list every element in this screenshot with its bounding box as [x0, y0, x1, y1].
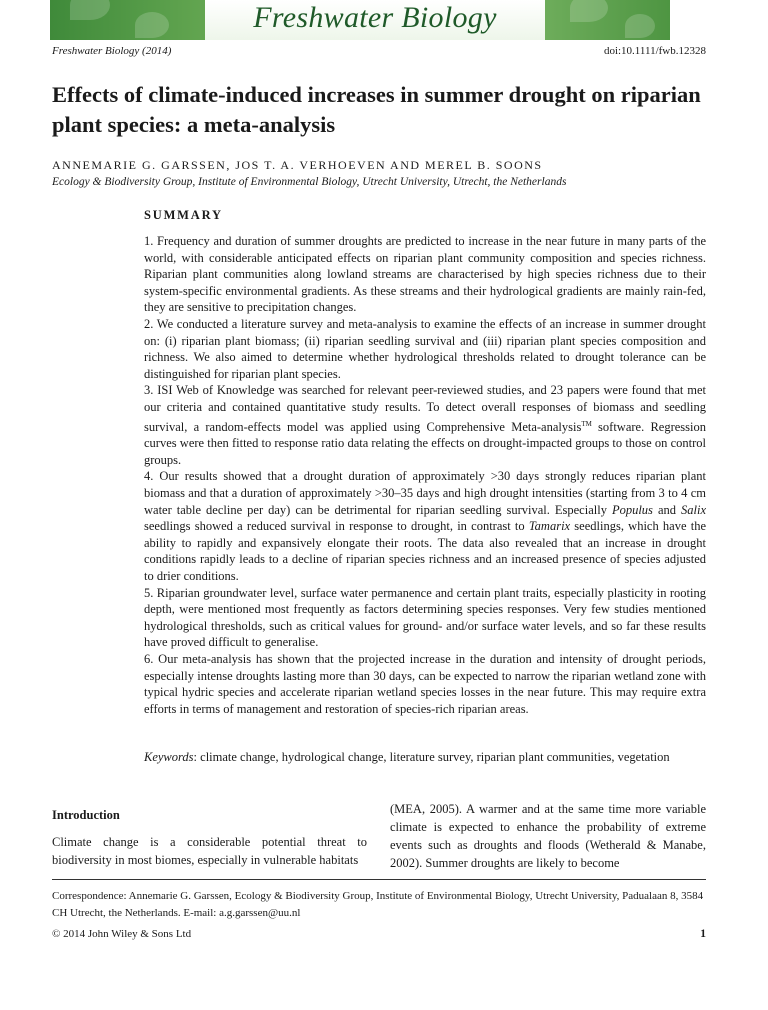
summary-point-2: 2. We conducted a literature survey and meta-analysis to examine the effects of an increase in summer drought on: (i) riparian plant biomass; (ii) riparian seedling survival and (iii) riparian plant species composition and richness. We also aimed to determine whether hydrological thresholds related to drought tolerance can be distinguished for riparian plant species. [144, 316, 706, 381]
keywords-label: Keywords [144, 750, 194, 764]
doi-link[interactable]: doi:10.1111/fwb.12328 [603, 45, 706, 57]
introduction-text-right: (MEA, 2005). A warmer and at the same time more variable climate is expected to enhance the probability of extreme events such as droughts and floods (Wetherald & Manabe, 2002). Summer droughts are likely to become [390, 802, 706, 870]
summary-point-4-text-a: 4. Our results showed that a drought duration of approximately >30 days strongly reduces riparian plant biomass and that a duration of approximately >30–35 days and high drought intensities (starting from 3 to 4 cm water table decline per day) can be detrimental for riparian seedling survival. Especially [144, 469, 706, 517]
genus-populus: Populus [611, 502, 653, 517]
copyright: © 2014 John Wiley & Sons Ltd [52, 928, 192, 940]
introduction-text-left: Climate change is a considerable potential threat to biodiversity in most biomes, especially in vulnerable habitats [52, 835, 367, 867]
leaf-decoration [70, 0, 110, 20]
summary-point-5: 5. Riparian groundwater level, surface water permanence and certain plant traits, especially plasticity in rooting depth, were mentioned most frequently as factors determining species responses. Very few studies mentioned hydrological thresholds, such as critical values for ground- and/or surface water levels, and so far these results have proved difficult to generalise. [144, 585, 706, 650]
affiliation: Ecology & Biodiversity Group, Institute of Environmental Biology, Utrecht University, Utrecht, the Netherlands [52, 176, 567, 188]
introduction-heading: Introduction [52, 808, 120, 822]
genus-tamarix: Tamarix [528, 519, 571, 534]
summary-point-1: 1. Frequency and duration of summer droughts are predicted to increase in the near future in many parts of the world, with considerable anticipated effects on riparian plant community composition and species richness. Riparian plant communities along lowland streams are characterised by high species richness due to their system-specific environmental gradients. As these streams and their hydrological gradients are mainly rain-fed, they are sensitive to precipitation changes. [144, 234, 706, 315]
journal-banner [50, 0, 670, 40]
genus-salix: Salix [681, 502, 706, 517]
column-left [52, 808, 367, 869]
summary-point-3 [144, 382, 706, 468]
summary-body [144, 233, 706, 717]
trademark-mark: TM [581, 419, 592, 428]
summary-point-3-text-a: 3. ISI Web of Knowledge was searched for relevant peer-reviewed studies, and 23 papers were found that met our criteria and contained quantitative study results. To detect overall responses of biomass and seedling survival, a random-effects model was applied using Comprehensive Meta-analysis [144, 383, 706, 434]
keywords-text: : climate change, hydrological change, literature survey, riparian plant communities, vegetation [193, 750, 670, 764]
summary-heading: SUMMARY [144, 208, 223, 222]
leaf-decoration [135, 12, 169, 38]
journal-title: Freshwater Biology [253, 1, 497, 34]
leaf-decoration [570, 0, 608, 22]
summary-point-4-text-b: seedlings showed a reduced survival in response to drought, in contrast to [144, 519, 529, 534]
summary-point-6: 6. Our meta-analysis has shown that the projected increase in the duration and intensity of drought periods, especially intense droughts lasting more than 30 days, can be expected to narrow the riparian wetland zone with typical hydric species and accelerate riparian wetland species losses in the near future. This may require extra efforts in terms of management and restoration of species-rich riparian areas. [144, 652, 706, 716]
summary-point-4 [144, 468, 706, 584]
summary-point-4-text-c: seedlings, which have the ability to rapidly and expansively elongate their roots. The data also revealed that an increase in drought conditions rapidly leads to a decline of riparian species richness and an increased presence of species adjusted to drier conditions. [144, 519, 707, 584]
keywords [144, 750, 714, 765]
conjunction: and [652, 502, 681, 517]
correspondence-note: Correspondence: Annemarie G. Garssen, Ecology & Biodiversity Group, Institute of Environmental Biology, Utrecht University, Padualaan 8, 3584 CH Utrecht, the Netherlands. E-mail: a.g.garssen@uu.nl [52, 890, 704, 919]
summary-point-3-text-b: software. Regression curves were then fitted to response ratio data relating the effects on drought-impacted groups to those on control groups. [144, 419, 706, 467]
column-right [390, 800, 706, 872]
article-title: Effects of climate-induced increases in summer drought on riparian plant species: a meta-analysis [52, 82, 701, 137]
page-number: 1 [700, 928, 706, 940]
author-list: ANNEMARIE G. GARSSEN, JOS T. A. VERHOEVEN AND MEREL B. SOONS [52, 158, 543, 172]
running-header-journal: Freshwater Biology (2014) [52, 45, 172, 57]
leaf-decoration [625, 14, 655, 38]
footnote-divider [52, 879, 706, 880]
